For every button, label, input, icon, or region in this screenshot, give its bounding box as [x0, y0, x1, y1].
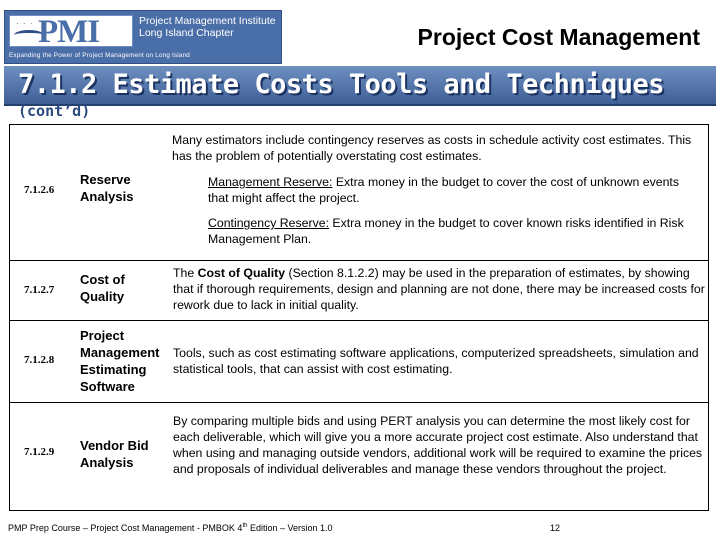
footer-text-post: Edition – Version 1.0	[247, 523, 333, 533]
intro-text: Many estimators include contingency reserves as costs in schedule activity cost estimates. This has the problem of potentially overstating cost estimates.	[172, 133, 692, 163]
row-number: 7.1.2.6	[24, 184, 55, 196]
footer-text-sup: th	[242, 523, 248, 529]
slide-title-bar	[4, 66, 716, 106]
contingency-reserve-text	[208, 215, 688, 247]
logo-org-line1: Project Management Institute	[139, 15, 276, 27]
row-divider	[9, 320, 709, 321]
row-number: 7.1.2.8	[24, 354, 55, 366]
row-divider	[9, 402, 709, 403]
management-reserve-desc: Extra money in the budget to cover the cost of unknown events that might affect the project.	[208, 175, 679, 205]
management-reserve-term: Management Reserve:	[208, 175, 333, 189]
row-topic: Cost of Quality	[80, 272, 125, 304]
footer-course-info	[8, 523, 333, 533]
row-divider	[9, 260, 709, 261]
logo-org-name	[139, 15, 279, 39]
title-underline	[4, 104, 716, 106]
page-title: Project Cost Management	[417, 24, 700, 50]
contingency-reserve-term: Contingency Reserve:	[208, 216, 329, 230]
logo-tagline: Expanding the Power of Project Management on Long Island	[9, 52, 190, 59]
row-number: 7.1.2.7	[24, 284, 55, 296]
logo-emblem	[9, 14, 133, 50]
management-reserve-text	[208, 174, 688, 206]
slide-subtitle: (cont’d)	[18, 102, 91, 120]
page-number: 12	[550, 523, 561, 533]
cost-of-quality-post: (Section 8.1.2.2) may be used in the preparation of estimates, by showing that if thorough requirements, design and planning are not done, there may be increased costs for rework due to lack in initial quality.	[173, 266, 705, 312]
footer-text-pre: PMP Prep Course – Project Cost Management - PMBOK 4	[8, 523, 243, 533]
estimating-software-text: Tools, such as cost estimating software applications, computerized spreadsheets, simulation and statistical tools, that can assist with cost estimating.	[173, 346, 699, 376]
logo-org-line2: Long Island Chapter	[139, 27, 234, 39]
row-topic: Project Management Estimating Software	[80, 328, 160, 394]
vendor-bid-text: By comparing multiple bids and using PERT analysis you can determine the most likely cost for each deliverable, which will give you a more accurate project cost estimate. Also understand that when using and managing outside vendors, additional work will be required to examine the prices and proposals of individual deliverables and manage these vendors throughout the project.	[173, 414, 703, 476]
logo-dots-icon: · · ·	[16, 19, 34, 28]
slide-title: 7.1.2 Estimate Costs Tools and Techniques	[18, 69, 664, 100]
cost-of-quality-pre: The	[173, 266, 198, 280]
row-number: 7.1.2.9	[24, 446, 55, 458]
logo-mark: PMI	[38, 14, 100, 50]
pmi-logo	[4, 10, 282, 64]
contingency-reserve-desc: Extra money in the budget to cover known risks identified in Risk Management Plan.	[208, 216, 684, 246]
row-topic: Vendor Bid Analysis	[80, 438, 149, 470]
row-topic: Reserve Analysis	[80, 172, 134, 204]
cost-of-quality-text	[173, 265, 706, 313]
cost-of-quality-term: Cost of Quality	[197, 266, 286, 280]
